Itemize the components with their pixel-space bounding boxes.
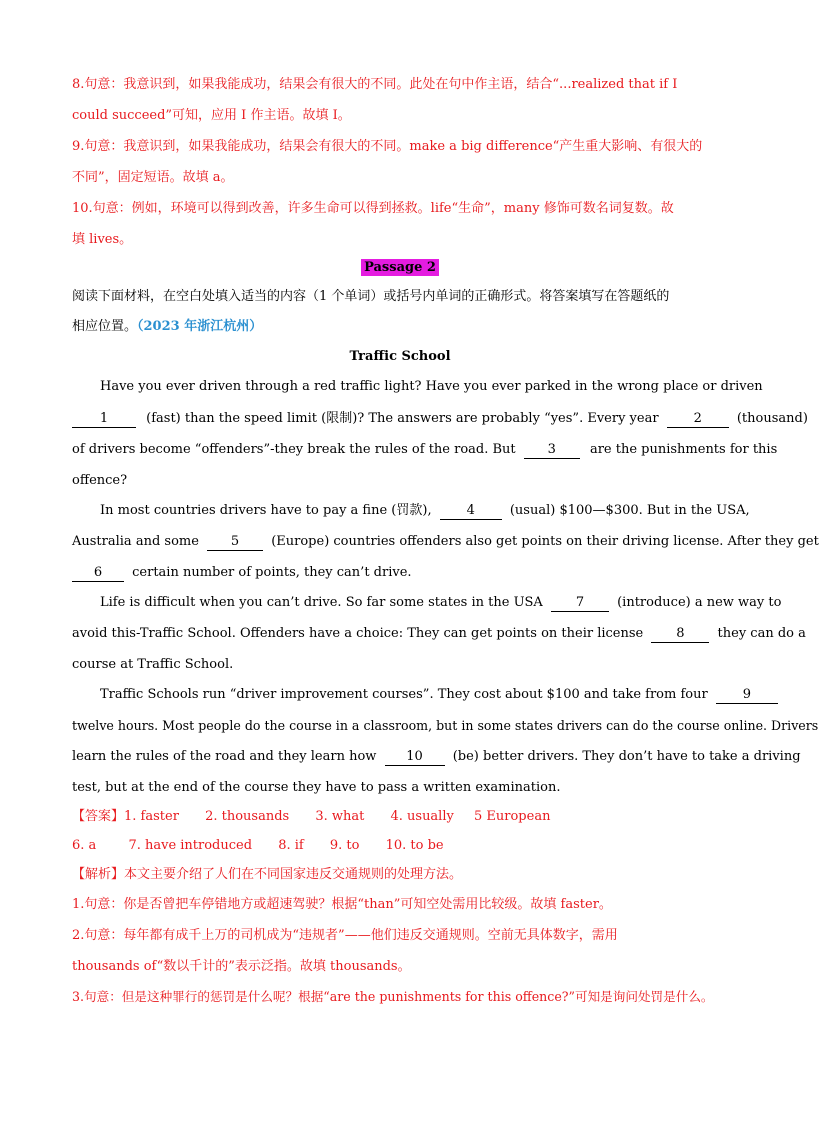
text-line: test, but at the end of the course they have to pass a written examination. [72, 780, 561, 795]
text-segment: (introduce) a new way to [617, 595, 782, 610]
answer-item: 9. to [329, 838, 360, 853]
source-tag: （2023 年浙江杭州） [137, 319, 263, 334]
answer-item: 2. thousands [205, 809, 290, 824]
blank-2: 2 [667, 411, 729, 428]
blank-3: 3 [524, 442, 580, 459]
text-segment: certain number of points, they can’t drive. [132, 565, 412, 580]
explanation-line: 填 lives。 [72, 232, 133, 247]
text-line: offence? [72, 473, 128, 488]
text-line: twelve hours. Most people do the course in a classroom, but in some states drivers can do the course online. Drivers [72, 718, 819, 733]
answer-item: 4. usually [390, 809, 454, 824]
text-segment: learn the rules of the road and they learn how [72, 749, 377, 764]
text-line [72, 624, 806, 644]
text-segment: avoid this-Traffic School. Offenders have a choice: They can get points on their license [72, 626, 644, 641]
explanation-line: 不同”，固定短语。故填 a。 [72, 170, 234, 185]
answer-line [72, 836, 732, 856]
text-segment: are the punishments for this [589, 442, 778, 457]
text-line [72, 440, 778, 460]
analysis-line: 1.句意：你是否曾把车停错地方或超速驾驶？根据“than”可知空处需用比较级。故填 faster。 [72, 897, 612, 912]
explanation-line: 9.句意：我意识到，如果我能成功，结果会有很大的不同。make a big difference“产生重大影响、有很大的 [72, 139, 703, 154]
text-segment: (Europe) countries offenders also get points on their driving license. After they get [271, 534, 819, 549]
answer-item: 10. to be [385, 838, 444, 853]
blank-10: 10 [385, 749, 445, 766]
text-segment: (thousand) [736, 411, 808, 426]
text-segment: (be) better drivers. They don’t have to take a driving [452, 749, 801, 764]
explanation-line: 8.句意：我意识到，如果我能成功，结果会有很大的不同。此处在句中作主语，结合“...realized that if I [72, 77, 678, 92]
passage-heading [0, 258, 800, 278]
explanation-line: 10.句意：例如，环境可以得到改善，许多生命可以得到拯救。life“生命”，many 修饰可数名词复数。故 [72, 201, 674, 216]
instruction-line [72, 317, 732, 337]
text-line [100, 593, 782, 613]
answer-item: 7. have introduced [128, 838, 253, 853]
blank-8: 8 [651, 626, 709, 643]
text-line: course at Traffic School. [72, 657, 234, 672]
analysis-line: 【解析】本文主要介绍了人们在不同国家违反交通规则的处理方法。 [72, 867, 463, 882]
text-segment: of drivers become “offenders”-they break the rules of the road. But [72, 442, 516, 457]
text-segment: Australia and some [72, 534, 199, 549]
text-line [72, 532, 819, 552]
text-segment: Life is difficult when you can’t drive. So far some states in the USA [100, 595, 543, 610]
instruction-line: 阅读下面材料，在空白处填入适当的内容（1 个单词）或括号内单词的正确形式。将答案填写在答题纸的 [72, 289, 670, 304]
answer-item: 1. faster [124, 809, 179, 824]
text-line [72, 747, 801, 767]
blank-9: 9 [716, 687, 778, 704]
text-segment: they can do a [717, 626, 806, 641]
text-line [72, 563, 732, 583]
explanation-line: could succeed”可知，应用 I 作主语。故填 I。 [72, 108, 351, 123]
blank-7: 7 [551, 595, 609, 612]
blank-1: 1 [72, 411, 136, 428]
analysis-line: 3.句意：但是这种罪行的惩罚是什么呢？根据“are the punishments for this offence?”可知是询问处罚是什么。 [72, 989, 714, 1004]
blank-4: 4 [440, 503, 502, 520]
text-segment: Traffic Schools run “driver improvement courses”. They cost about $100 and take from four [100, 687, 708, 702]
text-segment: (fast) than the speed limit (限制)? The answers are probably “yes”. Every year [146, 411, 659, 426]
answer-item: 6. a [72, 838, 97, 853]
analysis-line: thousands of“数以千计的”表示泛指。故填 thousands。 [72, 959, 411, 974]
text-line [100, 501, 750, 521]
instruction-text: 相应位置。 [72, 319, 138, 334]
blank-6: 6 [72, 565, 124, 582]
text-line [72, 409, 808, 429]
passage-label: Passage 2 [361, 259, 439, 276]
answer-item: 8. if [278, 838, 304, 853]
passage-title: Traffic School [349, 349, 451, 364]
text-line: Have you ever driven through a red traffic light? Have you ever parked in the wrong place or driven [100, 379, 763, 394]
text-segment: In most countries drivers have to pay a fine (罚款), [100, 503, 432, 518]
blank-5: 5 [207, 534, 263, 551]
answer-item: 3. what [315, 809, 365, 824]
answer-item: 5 European [474, 809, 551, 824]
text-segment: (usual) $100—$300. But in the USA, [509, 503, 750, 518]
analysis-line: 2.句意：每年都有成千上万的司机成为“违规者”——他们违反交通规则。空前无具体数字，需用 [72, 928, 618, 943]
answer-line [72, 807, 732, 827]
answer-label: 【答案】 [72, 809, 125, 824]
text-line [100, 685, 751, 705]
